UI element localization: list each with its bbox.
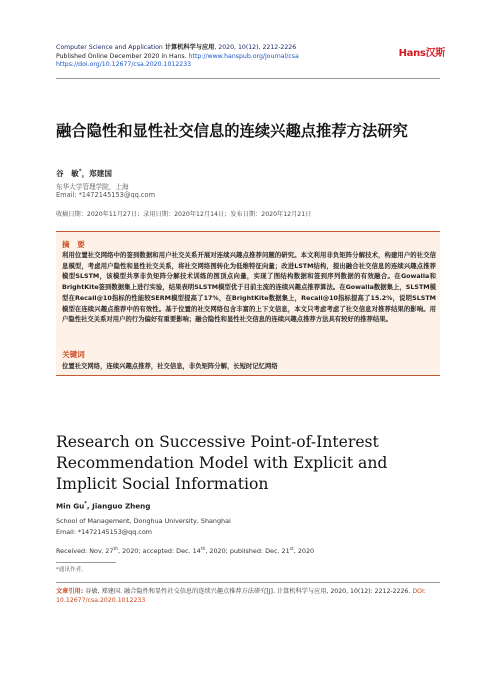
received-date: Received: Nov. 27 — [56, 547, 114, 556]
chinese-title: 融合隐性和显性社交信息的连续兴趣点推荐方法研究 — [56, 122, 408, 140]
citation-doi-link[interactable]: DOI: 10.12677/csa.2020.1012233 — [56, 588, 426, 604]
accepted-suffix: th — [200, 547, 206, 552]
doi-link[interactable]: https://doi.org/10.12677/csa.2020.1012233 — [56, 61, 192, 69]
english-title: Research on Successive Point-of-Interest Recommendation Model with Explicit and Implicit Social Information — [56, 433, 388, 493]
author-2: ，郑建国 — [81, 169, 112, 178]
received-suffix: th — [113, 547, 119, 552]
published-date: , 2020; published: Dec. 21 — [205, 547, 290, 556]
english-authors — [56, 501, 150, 510]
en-author-2: , Jianguo Zheng — [86, 501, 151, 511]
header-divider — [56, 78, 440, 79]
english-dates — [56, 547, 314, 555]
citation-text: 谷敏, 郑建国. 融合隐性和显性社交信息的连续兴趣点推荐方法研究[J]. 计算机科学与应用, 2020, 10(12): 2212-2226. — [83, 588, 413, 595]
dates-year: , 2020 — [293, 547, 315, 556]
journal-name-cn: 计算机科学与应用 — [164, 44, 215, 51]
journal-line — [56, 44, 446, 53]
published-online: Published Online December 2020 in Hans. — [56, 52, 187, 60]
corresponding-author-footnote: *通讯作者。 — [56, 567, 87, 573]
journal-header — [56, 44, 446, 70]
logo-text-en: Hans — [398, 48, 426, 59]
chinese-authors — [56, 168, 112, 179]
chinese-affiliation: 东华大学管理学院，上海 — [56, 183, 129, 191]
en-author-asterisk: * — [84, 501, 87, 507]
citation-block — [56, 587, 440, 605]
volume-info: , 2020, 10(12), 2212-2226 — [214, 44, 297, 51]
chinese-email: Email: *1472145153@qq.com — [56, 191, 156, 199]
published-suffix: st — [289, 547, 294, 552]
english-affiliation: School of Management, Donghua University, Shanghai — [56, 517, 231, 525]
author-1: 谷 敏 — [56, 169, 79, 178]
abstract-text: 利用位置社交网络中的签到数据和用户社交关系开展对连续兴趣点推荐问题的研究。本文利用非负矩阵分解技术，构建用户的社交信息模型，考虑用户隐性和显性社交关系，将社交网络图转化为低维特征向量；改进LSTM结构，提出融合社交信息的连续兴趣点推荐模型SLSTM，该模型共享非负矩阵分解技术训练的图顶点向量，实现了图结构数据和签到序列数据的有效融合。在Gowalla和BrightKite签到数据集上进行实验，结果表明SLSTM模型优于目前主流的连续兴趣点推荐算法。在Gowalla数据集上，SLSTM模型在Recall@10指标的性能较SERM模型提高了17%，在BrightKite数据集上，Recall@10指标提高了15.2%，说明SLSTM模型在连续兴趣点推荐中的有效性。基于位置的社交网络包含丰富的上下文信息，本文只考虑考虑了社交信息对推荐结果的影响。用户隐性社交关系对用户的行为偏好有重要影响；融合隐性和显性社交信息的连续兴趣点推荐方法具有较好的推荐结果。 — [62, 252, 436, 324]
citation-divider — [56, 582, 440, 583]
english-email: Email: *1472145153@qq.com — [56, 528, 152, 536]
footnote-divider — [56, 562, 116, 563]
journal-name-en: Computer Science and Application — [56, 44, 163, 51]
accepted-date: , 2020; accepted: Dec. 14 — [118, 547, 201, 556]
en-author-1: Min Gu — [56, 501, 85, 511]
hans-logo — [399, 44, 445, 59]
abstract-heading: 摘 要 — [62, 240, 85, 249]
chinese-dates: 收稿日期：2020年11月27日；录用日期：2020年12月14日；发布日期：2020年12月21日 — [56, 211, 312, 218]
citation-label: 文章引用: — [56, 588, 84, 595]
logo-text-cn: 汉斯 — [425, 48, 445, 59]
keywords-text: 位置社交网络，连续兴趣点推荐，社交信息，非负矩阵分解，长短时记忆网络 — [62, 363, 278, 370]
publish-line — [56, 53, 446, 62]
keywords-heading: 关键词 — [62, 350, 85, 359]
author-asterisk: * — [78, 168, 82, 175]
journal-url-link[interactable]: http://www.hanspub.org/journal/csa — [188, 52, 299, 60]
